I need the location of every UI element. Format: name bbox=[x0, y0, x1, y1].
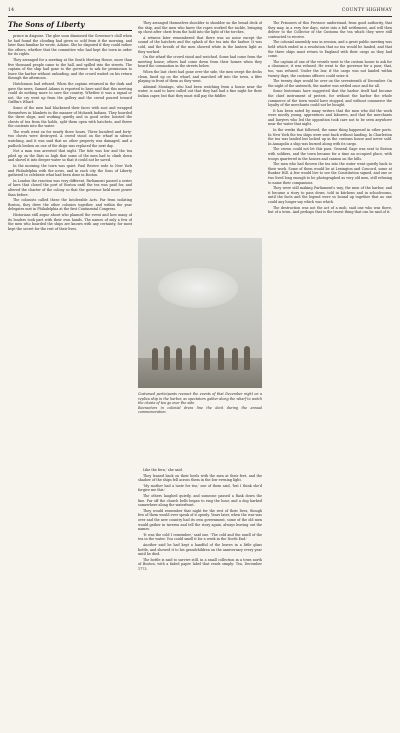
paragraph: Another said he had kept a handful of the leaves in a little glass bottle, and showed it to his grandchildren on the anniversary every year until he died. bbox=[138, 542, 262, 557]
paragraph: Some historians have suggested that the harbor itself had become the chief instrument of protest, for without the harbor the whole commerce of the town would have stopped, and without commerce the loyalty of the merchants could not be bought. bbox=[268, 89, 392, 108]
paragraph: 'My mother had a taste for tea,' one of them said, 'but I think she'd forgive me this.' bbox=[138, 483, 262, 493]
paragraph: They would remember that night for the rest of their lives, though few of them would ever speak of it openly. Years later, when the war was over and the new country had its own government, some of the old men would gather in taverns and tell the story again, always leaving out the names. bbox=[138, 508, 262, 532]
paragraph: They were still making Parliament's way, the men of the harbor, and it became a story to pass down, told in kitchens and in schoolrooms, until the facts and the legend were so bound up together that no one could any longer say which was which. bbox=[268, 186, 392, 204]
paragraph: The colonial assembly was in session, and a great public meeting was held which ended in a resolution that no tea would be landed, and that the three ships must return to England with their cargo as they had come. bbox=[268, 40, 392, 59]
paragraph: In the morning the town was quiet. Paul Revere rode to New York and Philadelphia with the news, and in each city the Sons of Liberty gathered to celebrate what had been done in Boston. bbox=[8, 164, 132, 178]
paragraph: They arranged themselves shoulder to shoulder on the broad deck of the ship, and the men who knew the ropes worked the tackle, bringing up chest after chest from the hold into the light of the torches. bbox=[138, 21, 262, 35]
paragraph: The men who had thrown the tea into the water went quietly back to their work. Some of them would be at Lexington and Concord, some at Bunker Hill. A few would live to see the Constitution signed, and one or two lived long enough to be photographed as very old men, still refusing to name their companions. bbox=[268, 162, 392, 185]
article-column-1 bbox=[8, 34, 132, 724]
paragraph: The captain of one of the vessels went to the custom house to ask for a clearance; it was refused. He went to the governor for a pass; that, too, was refused. Under the law, if the cargo was not landed within twenty days, the customs officers could seize it. bbox=[268, 59, 392, 78]
figure bbox=[176, 348, 182, 370]
article-column-2-top bbox=[138, 21, 262, 234]
caption-text-2: Reenactors in colonial dress line the deck during the annual commemoration. bbox=[138, 405, 262, 415]
paragraph: They leaned back on their heels with the men at their feet, and the shadow of the ships fell across them in the low evening light. bbox=[138, 473, 262, 483]
section-title: The Sons of Liberty bbox=[8, 20, 132, 31]
paragraph: When the last chest had gone over the side, the men swept the decks clean, lined up on the wharf, and marched off into the town, a fifer playing in front of them as they went. bbox=[138, 69, 262, 84]
figure bbox=[232, 348, 238, 370]
paragraph: The bottle is said to survive still, in a small collection in a town north of Boston, with a faded paper label that reads simply: Tea, December 1773. bbox=[138, 557, 262, 571]
page-header bbox=[8, 4, 392, 16]
paragraph: Historians still argue about who planned the event and how many of its leaders took part with their own hands. The names of only a few of the men who boarded the ships are known with any certainty, for most kept the secret for the rest of their lives. bbox=[8, 212, 132, 231]
figure bbox=[152, 348, 158, 370]
figure bbox=[218, 347, 224, 370]
paragraph: prince in disguise. The glee soon dismissed the Governor's chill when he had found the clouding had given so cold from it the morning, and later than familiar he wrote, Adams. She he disputed if they could rather the others, whether that the committee who had kept the town in order for its rights. bbox=[8, 34, 132, 57]
paragraph: On the wharf the crowd stood and watched. Some had come from the meeting house; others had come down from their homes when they heard the commotion in the streets below. bbox=[138, 55, 262, 69]
caption-text: Costumed participants reenact the events of that December night on a replica ship in the harbor, as spectators gather along the wharf to watch the chests of tea go over the side. bbox=[138, 392, 262, 406]
paragraph: A witness later remembered that there was no noise except the sound of the hatchets and the splash of the tea into the harbor. It was cold, and the breath of the men showed white in the lantern light as they worked. bbox=[138, 35, 262, 54]
paragraph: Admiral Montagu, who had been watching from a house near the water, is said to have called out that they had had a fine night for their Indian caper, but that they must still pay the fiddler. bbox=[138, 84, 262, 98]
paragraph: The destruction was not the act of a mob, said one who was there, but of a town. And perhaps that is the truest thing that can be said of it. bbox=[268, 205, 392, 215]
reenactment-photo bbox=[138, 238, 262, 388]
paragraph: Like the fern,' she said. bbox=[143, 468, 183, 472]
page-number: 14 bbox=[8, 7, 15, 13]
paragraph: The work went on for nearly three hours. Three hundred and forty-two chests were destroyed. A crowd stood on the wharf in silence watching, and it was said that no other property was damaged, and a padlock broken on one of the ships was replaced the next day. bbox=[8, 129, 132, 148]
paragraph: In London the reaction was very different. Parliament passed a series of laws that closed the port of Boston until the tea was paid for, and altered the charter of the colony so that the governor held more power than before. bbox=[8, 178, 132, 197]
paragraph: Some of the men had blackened their faces with soot and wrapped themselves in blankets in the manner of Mohawk Indians. They boarded the three ships, and working quietly and in good order, hoisted the chests of tea from the holds, split them open with hatchets, and threw the contents into the water. bbox=[8, 105, 132, 129]
figure bbox=[164, 346, 170, 370]
paragraph: The colonists called these the Intolerable Acts. Far from isolating Boston, they drew the other colonies together, and within the year delegates met in Philadelphia at the first Continental Congress. bbox=[8, 198, 132, 212]
paragraph: The twenty days would be over on the seventeenth of December. On the night of the sixteenth, the matter was settled once and for all. bbox=[268, 79, 392, 88]
header-rule bbox=[8, 16, 392, 17]
paragraph: The others laughed quietly, and someone passed a flask down the line. Far off the church bells began to ring the hour, and a dog barked somewhere along the waterfront. bbox=[138, 493, 262, 508]
publication-name: COUNTY HIGHWAY bbox=[341, 7, 392, 13]
paragraph: Not a man was arrested that night. The tide was low and the tea piled up on the flats so high that some of the men had to climb down and shovel it into deeper water so that it could not be saved. bbox=[8, 149, 132, 163]
paragraph: Hutchinson had refused. When the captain returned in the dark and gave the news, Samuel Adams is reported to have said that this meeting could do nothing more to save the country. Whether it was a signal or not, the cry went up from the gallery and the crowd poured toward Griffin's Wharf. bbox=[8, 81, 132, 105]
article-column-3 bbox=[268, 21, 392, 724]
paragraph: In the weeks that followed, the same thing happened in other ports. In New York the tea ships were sent back without landing. In Charleston the tea was landed but locked up in the customs house and never sold. In Annapolis a ship was burned along with its cargo. bbox=[268, 128, 392, 146]
paragraph: The Prisoners of this Province understand, from good authority, that they may, in a very few days, enter into a full settlement, and will then deliver to the Collector of the Customs the tea which they were still contracted to receive. bbox=[268, 21, 392, 39]
figure bbox=[204, 348, 210, 370]
paragraph: It has been noted by many writers that the men who did the work were mostly young, apprentices and laborers, and that the merchants and lawyers who led the opposition took care not to be seen anywhere near the water that night. bbox=[268, 108, 392, 127]
smoke-haze bbox=[158, 268, 238, 308]
paragraph: 'It was the cold I remember,' said one. 'The cold and the smell of the tea in the water. You could smell it for a week in the North End.' bbox=[138, 532, 262, 542]
figure bbox=[190, 345, 196, 370]
figure bbox=[244, 346, 250, 370]
article-column-2-bottom bbox=[138, 468, 262, 724]
paragraph: The crown could not let this pass. General Gage was sent to Boston with soldiers, and the town became for a time an occupied place, with troops quartered in the houses and cannon on the hills. bbox=[268, 147, 392, 161]
photo-caption bbox=[138, 392, 262, 464]
paragraph: They arranged for a meeting at the South Meeting House, more than five thousand people came to the hall, and spilled into the streets. The captain of the ship had gone to the governor to ask for permission to leave the harbor without unloading, and the crowd waited on his return through the afternoon. bbox=[8, 57, 132, 81]
